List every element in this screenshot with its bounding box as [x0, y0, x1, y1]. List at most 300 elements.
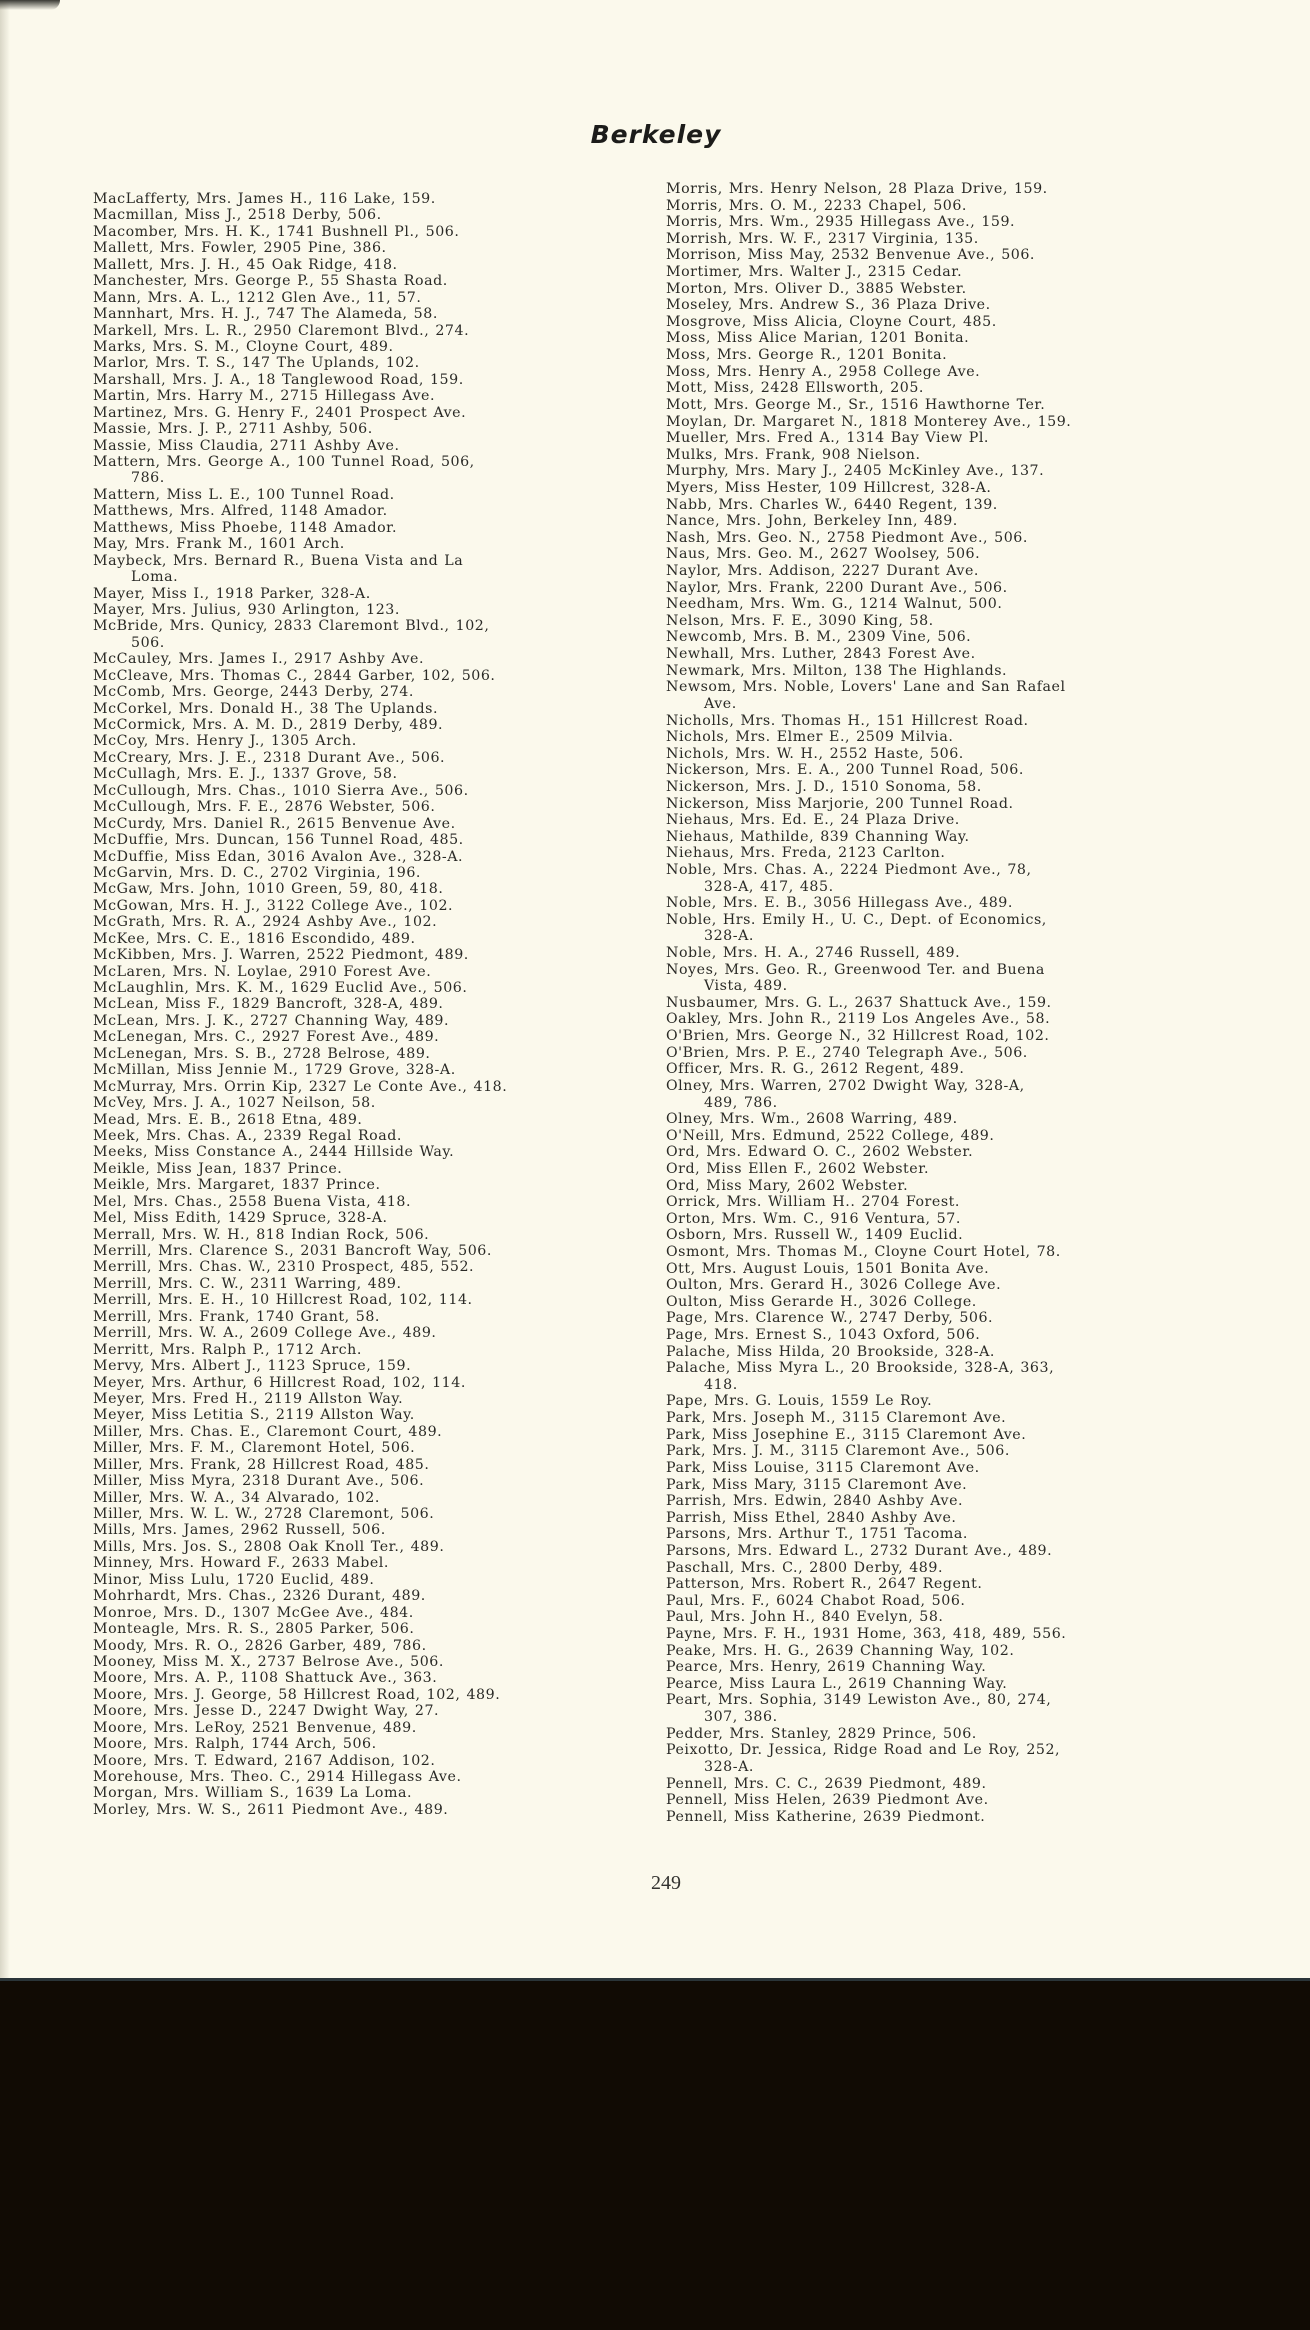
entry-line: McCorkel, Mrs. Donald H., 38 The Uplands.	[93, 700, 439, 717]
entry-line: Mills, Mrs. Jos. S., 2808 Oak Knoll Ter., 489.	[93, 1538, 445, 1555]
directory-entry	[666, 414, 1226, 431]
entry-line: McCurdy, Mrs. Daniel R., 2615 Benvenue Ave.	[93, 815, 456, 832]
entry-line: Palache, Miss Myra L., 20 Brookside, 328-A, 363,	[666, 1360, 1055, 1377]
entry-line: Moore, Mrs. J. George, 58 Hillcrest Road, 102, 489.	[93, 1686, 501, 1703]
entry-line: Moss, Miss Alice Marian, 1201 Bonita.	[666, 330, 970, 347]
entry-line: Moylan, Dr. Margaret N., 1818 Monterey Ave., 159.	[666, 413, 1072, 430]
directory-entry	[666, 1128, 1226, 1145]
directory-entry	[93, 684, 653, 700]
entry-line: McCullagh, Mrs. E. J., 1337 Grove, 58.	[93, 766, 398, 783]
directory-entry	[93, 1703, 653, 1719]
entry-line: Miller, Mrs. W. A., 34 Alvarado, 102.	[93, 1489, 380, 1506]
entry-line: Nusbaumer, Mrs. G. L., 2637 Shattuck Ave., 159.	[666, 994, 1052, 1011]
entry-line: Oakley, Mrs. John R., 2119 Los Angeles Ave., 58.	[666, 1011, 1051, 1028]
directory-entry	[666, 1676, 1226, 1693]
entry-line: Mills, Mrs. James, 2962 Russell, 506.	[93, 1522, 386, 1539]
entry-line: Marks, Mrs. S. M., Cloyne Court, 489.	[93, 338, 394, 355]
directory-entry	[93, 1769, 653, 1785]
directory-entry	[666, 513, 1226, 530]
entry-line: Merrall, Mrs. W. H., 818 Indian Rock, 506.	[93, 1226, 430, 1243]
entry-line: McMillan, Miss Jennie M., 1729 Grove, 328-A.	[93, 1062, 456, 1079]
directory-entry	[93, 1440, 653, 1456]
directory-entry	[93, 290, 653, 306]
directory-entry	[666, 713, 1226, 730]
directory-entry	[93, 1358, 653, 1374]
entry-line: Moore, Mrs. Ralph, 1744 Arch, 506.	[93, 1736, 377, 1753]
entry-line: Meyer, Mrs. Fred H., 2119 Allston Way.	[93, 1390, 404, 1407]
entry-continuation-line: 307, 386.	[704, 1709, 778, 1726]
entry-line: Moody, Mrs. R. O., 2826 Garber, 489, 786.	[93, 1637, 427, 1654]
entry-line: Merrill, Mrs. W. A., 2609 College Ave., 489.	[93, 1325, 437, 1342]
directory-entry	[93, 1670, 653, 1686]
directory-entry	[93, 487, 653, 503]
directory-entry	[93, 1194, 653, 1210]
entry-line: Mott, Miss, 2428 Ellsworth, 205.	[666, 380, 924, 397]
entry-line: Merritt, Mrs. Ralph P., 1712 Arch.	[93, 1341, 362, 1358]
entry-line: Paschall, Mrs. C., 2800 Derby, 489.	[666, 1559, 944, 1576]
directory-entry	[93, 323, 653, 339]
entry-line: Noyes, Mrs. Geo. R., Greenwood Ter. and Buena	[666, 961, 1045, 978]
directory-entry	[666, 447, 1226, 464]
directory-entry	[93, 701, 653, 717]
directory-entry	[666, 380, 1226, 397]
directory-entry	[93, 520, 653, 536]
directory-entry	[93, 881, 653, 897]
entry-line: McDuffie, Mrs. Duncan, 156 Tunnel Road, 485.	[93, 832, 464, 849]
directory-entry	[666, 1393, 1226, 1410]
entry-line: Nickerson, Mrs. J. D., 1510 Sonoma, 58.	[666, 778, 982, 795]
directory-entry	[93, 849, 653, 865]
directory-entry	[666, 1576, 1226, 1593]
directory-entry	[93, 1802, 653, 1818]
directory-entry	[93, 1227, 653, 1243]
entry-line: Officer, Mrs. R. G., 2612 Regent, 489.	[666, 1061, 965, 1078]
entry-line: McCreary, Mrs. J. E., 2318 Durant Ave., 506.	[93, 749, 446, 766]
entry-line: Markell, Mrs. L. R., 2950 Claremont Blvd., 274.	[93, 322, 470, 339]
entry-continuation-line: 418.	[704, 1376, 738, 1393]
entry-line: Morris, Mrs. Wm., 2935 Hillegass Ave., 159.	[666, 214, 1016, 231]
directory-entry	[93, 996, 653, 1012]
entry-line: McCormick, Mrs. A. M. D., 2819 Derby, 489.	[93, 717, 444, 733]
entry-line: Parsons, Mrs. Edward L., 2732 Durant Ave., 489.	[666, 1542, 1053, 1559]
entry-line: Morris, Mrs. Henry Nelson, 28 Plaza Drive, 159.	[666, 181, 1048, 197]
entry-line: McLenegan, Mrs. S. B., 2728 Belrose, 489.	[93, 1045, 431, 1062]
directory-entry	[93, 454, 653, 487]
entry-line: Moore, Mrs. LeRoy, 2521 Benvenue, 489.	[93, 1719, 417, 1736]
directory-entry	[93, 1062, 653, 1078]
entry-line: Mel, Mrs. Chas., 2558 Buena Vista, 418.	[93, 1193, 412, 1210]
entry-line: Meek, Mrs. Chas. A., 2339 Regal Road.	[93, 1127, 402, 1144]
entry-line: McCoy, Mrs. Henry J., 1305 Arch.	[93, 733, 357, 750]
directory-entry	[93, 618, 653, 651]
directory-entry	[93, 1687, 653, 1703]
running-head-title: Berkeley	[590, 120, 722, 149]
entry-line: Pearce, Mrs. Henry, 2619 Channing Way.	[666, 1659, 987, 1676]
directory-entry	[93, 1095, 653, 1111]
entry-line: McLaughlin, Mrs. K. M., 1629 Euclid Ave., 506.	[93, 980, 468, 996]
entry-line: Mann, Mrs. A. L., 1212 Glen Ave., 11, 57.	[93, 289, 422, 306]
left-column	[93, 191, 653, 1818]
directory-entry	[666, 1726, 1226, 1743]
entry-line: Ott, Mrs. August Louis, 1501 Bonita Ave.	[666, 1260, 990, 1277]
entry-line: Orrick, Mrs. William H.. 2704 Forest.	[666, 1194, 960, 1211]
directory-entry	[666, 663, 1226, 680]
directory-entry	[666, 762, 1226, 779]
directory-entry	[666, 1028, 1226, 1045]
entry-line: Matthews, Miss Phoebe, 1148 Amador.	[93, 519, 397, 536]
directory-entry	[666, 812, 1226, 829]
entry-line: Moore, Mrs. Jesse D., 2247 Dwight Way, 27.	[93, 1703, 440, 1720]
entry-line: Meyer, Miss Letitia S., 2119 Allston Way.	[93, 1407, 415, 1424]
directory-entry	[666, 231, 1226, 248]
entry-line: Patterson, Mrs. Robert R., 2647 Regent.	[666, 1576, 983, 1593]
entry-line: McLean, Mrs. J. K., 2727 Channing Way, 489.	[93, 1012, 450, 1029]
directory-entry	[93, 1785, 653, 1801]
directory-entry	[93, 273, 653, 289]
entry-line: Nance, Mrs. John, Berkeley Inn, 489.	[666, 513, 958, 530]
entry-line: O'Neill, Mrs. Edmund, 2522 College, 489.	[666, 1127, 995, 1144]
directory-entry	[666, 314, 1226, 331]
entry-line: Mohrhardt, Mrs. Chas., 2326 Durant, 489.	[93, 1588, 426, 1605]
directory-entry	[666, 1427, 1226, 1444]
directory-entry	[666, 1111, 1226, 1128]
entry-line: McDuffie, Miss Edan, 3016 Avalon Ave., 328-A.	[93, 848, 464, 865]
directory-entry	[93, 1177, 653, 1193]
directory-entry	[93, 503, 653, 519]
entry-line: Miller, Miss Myra, 2318 Durant Ave., 506.	[93, 1473, 425, 1490]
directory-entry	[666, 679, 1226, 712]
directory-entry	[666, 546, 1226, 563]
entry-line: Pearce, Miss Laura L., 2619 Channing Way.	[666, 1675, 1008, 1692]
entry-line: Pape, Mrs. G. Louis, 1559 Le Roy.	[666, 1393, 933, 1410]
entry-line: Meeks, Miss Constance A., 2444 Hillside Way.	[93, 1144, 455, 1161]
directory-entry	[666, 1742, 1226, 1775]
entry-line: Palache, Miss Hilda, 20 Brookside, 328-A.	[666, 1343, 995, 1360]
directory-entry	[666, 1161, 1226, 1178]
entry-line: Mooney, Miss M. X., 2737 Belrose Ave., 506.	[93, 1653, 444, 1670]
directory-entry	[666, 1776, 1226, 1793]
directory-entry	[93, 931, 653, 947]
directory-entry	[666, 1178, 1226, 1195]
directory-entry	[93, 355, 653, 371]
entry-line: Murphy, Mrs. Mary J., 2405 McKinley Ave., 137.	[666, 463, 1045, 480]
page-number-text: 249	[651, 1872, 681, 1894]
directory-entry	[93, 536, 653, 552]
entry-continuation-line: 506.	[131, 634, 165, 651]
entry-line: Mayer, Miss I., 1918 Parker, 328-A.	[93, 585, 371, 602]
entry-line: Nicholls, Mrs. Thomas H., 151 Hillcrest Road.	[666, 712, 1029, 729]
directory-entry	[666, 796, 1226, 813]
entry-line: Mulks, Mrs. Frank, 908 Nielson.	[666, 446, 921, 463]
directory-entry	[93, 1555, 653, 1571]
directory-entry	[666, 829, 1226, 846]
entry-line: May, Mrs. Frank M., 1601 Arch.	[93, 536, 345, 553]
entry-line: Mattern, Miss L. E., 100 Tunnel Road.	[93, 486, 395, 503]
directory-entry	[666, 1277, 1226, 1294]
directory-entry	[666, 1211, 1226, 1228]
directory-entry	[93, 1243, 653, 1259]
directory-entry	[93, 240, 653, 256]
directory-entry	[666, 1244, 1226, 1261]
entry-continuation-line: 328-A.	[704, 928, 754, 945]
directory-entry	[93, 668, 653, 684]
entry-line: Pennell, Miss Katherine, 2639 Piedmont.	[666, 1808, 986, 1825]
directory-entry	[666, 1543, 1226, 1560]
directory-entry	[666, 1477, 1226, 1494]
directory-entry	[93, 1473, 653, 1489]
directory-entry	[93, 438, 653, 454]
entry-line: Newcomb, Mrs. B. M., 2309 Vine, 506.	[666, 629, 972, 646]
directory-entry	[666, 1261, 1226, 1278]
directory-entry	[666, 1327, 1226, 1344]
entry-line: Mallett, Mrs. Fowler, 2905 Pine, 386.	[93, 240, 387, 257]
entry-line: Niehaus, Mrs. Ed. E., 24 Plaza Drive.	[666, 812, 960, 829]
directory-entry	[93, 388, 653, 404]
entry-line: McVey, Mrs. J. A., 1027 Neilson, 58.	[93, 1095, 376, 1112]
directory-entry	[666, 1410, 1226, 1427]
entry-line: McGarvin, Mrs. D. C., 2702 Virginia, 196.	[93, 864, 421, 881]
directory-entry	[93, 1506, 653, 1522]
directory-entry	[93, 766, 653, 782]
entry-line: Ord, Miss Mary, 2602 Webster.	[666, 1177, 909, 1194]
directory-entry	[666, 1609, 1226, 1626]
entry-line: Osmont, Mrs. Thomas M., Cloyne Court Hotel, 78.	[666, 1244, 1061, 1260]
entry-line: Olney, Mrs. Wm., 2608 Warring, 489.	[666, 1111, 958, 1128]
directory-entry	[666, 845, 1226, 862]
entry-line: Nichols, Mrs. W. H., 2552 Haste, 506.	[666, 745, 964, 762]
directory-entry	[93, 1391, 653, 1407]
entry-line: Macmillan, Miss J., 2518 Derby, 506.	[93, 207, 382, 224]
entry-line: Martin, Mrs. Harry M., 2715 Hillegass Ave.	[93, 388, 436, 405]
directory-entry	[93, 1161, 653, 1177]
entry-line: Pedder, Mrs. Stanley, 2829 Prince, 506.	[666, 1725, 977, 1742]
directory-entry	[93, 832, 653, 848]
directory-entry	[93, 1276, 653, 1292]
directory-entry	[666, 729, 1226, 746]
directory-entry	[666, 347, 1226, 364]
entry-line: Naylor, Mrs. Addison, 2227 Durant Ave.	[666, 563, 979, 580]
directory-entry	[666, 995, 1226, 1012]
entry-line: Miller, Mrs. Frank, 28 Hillcrest Road, 485.	[93, 1456, 430, 1473]
entry-line: McCauley, Mrs. James I., 2917 Ashby Ave.	[93, 651, 425, 668]
entry-line: Nickerson, Mrs. E. A., 200 Tunnel Road, 506.	[666, 762, 1024, 779]
directory-entry	[93, 1309, 653, 1325]
entry-line: Parrish, Miss Ethel, 2840 Ashby Ave.	[666, 1509, 957, 1526]
entry-line: McCullough, Mrs. F. E., 2876 Webster, 506.	[93, 799, 436, 816]
directory-entry	[666, 1593, 1226, 1610]
entry-continuation-line: 489, 786.	[704, 1094, 778, 1111]
directory-entry	[93, 651, 653, 667]
entry-line: Manchester, Mrs. George P., 55 Shasta Road.	[93, 273, 448, 290]
directory-entry	[666, 330, 1226, 347]
entry-line: Paul, Mrs. John H., 840 Evelyn, 58.	[666, 1609, 944, 1626]
directory-entry	[666, 1643, 1226, 1660]
entry-continuation-line: 328-A.	[704, 1758, 754, 1775]
directory-entry	[93, 1079, 653, 1095]
entry-line: Osborn, Mrs. Russell W., 1409 Euclid.	[666, 1227, 964, 1244]
entry-line: Ord, Mrs. Edward O. C., 2602 Webster.	[666, 1144, 974, 1161]
directory-entry	[93, 947, 653, 963]
entry-line: Payne, Mrs. F. H., 1931 Home, 363, 418, 489, 556.	[666, 1626, 1067, 1643]
directory-entry	[93, 1457, 653, 1473]
entry-line: Naus, Mrs. Geo. M., 2627 Woolsey, 506.	[666, 546, 981, 563]
directory-entry	[666, 463, 1226, 480]
directory-entry	[666, 1792, 1226, 1809]
entry-line: Peart, Mrs. Sophia, 3149 Lewiston Ave., 80, 274,	[666, 1692, 1052, 1709]
directory-entry	[93, 783, 653, 799]
entry-line: Marshall, Mrs. J. A., 18 Tanglewood Road, 159.	[93, 371, 464, 388]
directory-entry	[93, 1654, 653, 1670]
entry-line: Merrill, Mrs. E. H., 10 Hillcrest Road, 102, 114.	[93, 1292, 473, 1309]
directory-entry	[93, 207, 653, 223]
directory-entry	[666, 397, 1226, 414]
directory-entry	[93, 1210, 653, 1226]
entry-line: Mannhart, Mrs. H. J., 747 The Alameda, 58.	[93, 306, 438, 323]
directory-entry	[93, 1259, 653, 1275]
entry-line: Newhall, Mrs. Luther, 2843 Forest Ave.	[666, 646, 976, 663]
directory-entry	[666, 1227, 1226, 1244]
entry-line: Orton, Mrs. Wm. C., 916 Ventura, 57.	[666, 1210, 961, 1227]
directory-entry	[93, 1588, 653, 1604]
entry-line: Noble, Mrs. Chas. A., 2224 Piedmont Ave., 78,	[666, 861, 1032, 878]
directory-entry	[666, 497, 1226, 514]
directory-entry	[93, 980, 653, 996]
directory-entry	[666, 1443, 1226, 1460]
entry-line: Morton, Mrs. Oliver D., 3885 Webster.	[666, 280, 967, 297]
entry-line: Nash, Mrs. Geo. N., 2758 Piedmont Ave., 506.	[666, 529, 1028, 546]
entry-line: Merrill, Mrs. C. W., 2311 Warring, 489.	[93, 1275, 402, 1292]
directory-entry	[666, 779, 1226, 796]
directory-entry	[93, 1621, 653, 1637]
directory-entry	[666, 430, 1226, 447]
directory-entry	[93, 586, 653, 602]
directory-entry	[666, 1692, 1226, 1725]
entry-line: Monteagle, Mrs. R. S., 2805 Parker, 506.	[93, 1621, 415, 1638]
directory-entry	[666, 1045, 1226, 1062]
entry-line: McKibben, Mrs. J. Warren, 2522 Piedmont, 489.	[93, 947, 469, 964]
entry-line: Parrish, Mrs. Edwin, 2840 Ashby Ave.	[666, 1493, 964, 1510]
entry-line: Morrish, Mrs. W. F., 2317 Virginia, 135.	[666, 230, 979, 247]
directory-entry	[666, 580, 1226, 597]
directory-entry	[666, 945, 1226, 962]
directory-entry	[93, 1407, 653, 1423]
entry-line: McKee, Mrs. C. E., 1816 Escondido, 489.	[93, 930, 416, 947]
directory-entry	[93, 799, 653, 815]
entry-line: Meyer, Mrs. Arthur, 6 Hillcrest Road, 102, 114.	[93, 1374, 466, 1391]
entry-line: Noble, Hrs. Emily H., U. C., Dept. of Economics,	[666, 911, 1047, 928]
directory-entry	[93, 1539, 653, 1555]
directory-entry	[666, 1310, 1226, 1327]
directory-entry	[93, 405, 653, 421]
entry-line: Martinez, Mrs. G. Henry F., 2401 Prospect Ave.	[93, 404, 467, 421]
entry-line: Niehaus, Mathilde, 839 Channing Way.	[666, 828, 970, 845]
entry-line: McGaw, Mrs. John, 1010 Green, 59, 80, 418.	[93, 881, 444, 898]
directory-entry	[666, 563, 1226, 580]
entry-line: Pennell, Miss Helen, 2639 Piedmont Ave.	[666, 1792, 989, 1809]
directory-entry	[666, 746, 1226, 763]
entry-line: Massie, Miss Claudia, 2711 Ashby Ave.	[93, 437, 400, 454]
entry-line: Park, Mrs. J. M., 3115 Claremont Ave., 506.	[666, 1443, 1010, 1460]
directory-entry	[93, 1112, 653, 1128]
entry-line: McBride, Mrs. Qunicy, 2833 Claremont Blvd., 102,	[93, 618, 490, 635]
entry-line: MacLafferty, Mrs. James H., 116 Lake, 159.	[93, 191, 436, 207]
directory-entry	[93, 339, 653, 355]
directory-entry	[93, 1720, 653, 1736]
right-column	[666, 181, 1226, 1825]
entry-line: Niehaus, Mrs. Freda, 2123 Carlton.	[666, 845, 946, 862]
entry-line: Minney, Mrs. Howard F., 2633 Mabel.	[93, 1555, 389, 1572]
entry-line: Park, Miss Mary, 3115 Claremont Ave.	[666, 1476, 968, 1493]
page-corner-shadow	[0, 0, 60, 10]
entry-line: McComb, Mrs. George, 2443 Derby, 274.	[93, 684, 414, 701]
running-head	[0, 120, 1310, 149]
entry-line: Myers, Miss Hester, 109 Hillcrest, 328-A.	[666, 479, 992, 496]
entry-line: McMurray, Mrs. Orrin Kip, 2327 Le Conte Ave., 418.	[93, 1078, 508, 1095]
entry-line: Park, Mrs. Joseph M., 3115 Claremont Ave.	[666, 1410, 1007, 1427]
page-number	[0, 1872, 1310, 1895]
entry-line: Parsons, Mrs. Arthur T., 1751 Tacoma.	[666, 1526, 968, 1543]
entry-line: Olney, Mrs. Warren, 2702 Dwight Way, 328-A,	[666, 1077, 1025, 1094]
directory-entry	[93, 1046, 653, 1062]
directory-entry	[666, 1061, 1226, 1078]
entry-line: McGrath, Mrs. R. A., 2924 Ashby Ave., 102.	[93, 914, 438, 931]
directory-entry	[666, 962, 1226, 995]
entry-line: McCleave, Mrs. Thomas C., 2844 Garber, 102, 506.	[93, 667, 496, 684]
entry-line: Monroe, Mrs. D., 1307 McGee Ave., 484.	[93, 1604, 414, 1621]
directory-entry	[666, 613, 1226, 630]
entry-line: Meikle, Miss Jean, 1837 Prince.	[93, 1160, 343, 1177]
entry-line: Moss, Mrs. George R., 1201 Bonita.	[666, 347, 948, 364]
directory-entry	[93, 1144, 653, 1160]
directory-entry	[666, 1078, 1226, 1111]
entry-line: Ord, Miss Ellen F., 2602 Webster.	[666, 1160, 930, 1177]
entry-line: Mueller, Mrs. Fred A., 1314 Bay View Pl.	[666, 430, 989, 447]
entry-line: Oulton, Mrs. Gerard H., 3026 College Ave.	[666, 1277, 1002, 1294]
directory-entry	[666, 1560, 1226, 1577]
entry-continuation-line: Loma.	[131, 569, 179, 586]
entry-line: Mervy, Mrs. Albert J., 1123 Spruce, 159.	[93, 1358, 412, 1375]
entry-line: Pennell, Mrs. C. C., 2639 Piedmont, 489.	[666, 1775, 987, 1792]
entry-line: Page, Mrs. Clarence W., 2747 Derby, 506.	[666, 1310, 994, 1327]
directory-entry	[93, 1424, 653, 1440]
entry-line: Miller, Mrs. W. L. W., 2728 Claremont, 506.	[93, 1506, 435, 1522]
entry-line: Merrill, Mrs. Chas. W., 2310 Prospect, 485, 552.	[93, 1259, 475, 1276]
entry-line: Peixotto, Dr. Jessica, Ridge Road and Le Roy, 252,	[666, 1742, 1061, 1759]
entry-line: McCullough, Mrs. Chas., 1010 Sierra Ave., 506.	[93, 782, 469, 799]
entry-line: Noble, Mrs. H. A., 2746 Russell, 489.	[666, 945, 961, 962]
entry-line: Park, Miss Josephine E., 3115 Claremont Ave.	[666, 1426, 1027, 1443]
directory-entry	[666, 264, 1226, 281]
entry-line: McGowan, Mrs. H. J., 3122 College Ave., 102.	[93, 897, 454, 914]
entry-line: Moore, Mrs. A. P., 1108 Shattuck Ave., 363.	[93, 1670, 438, 1687]
directory-entry	[93, 1638, 653, 1654]
directory-entry	[93, 898, 653, 914]
directory-entry	[666, 297, 1226, 314]
entry-line: Peake, Mrs. H. G., 2639 Channing Way, 102.	[666, 1642, 1015, 1659]
directory-entry	[666, 214, 1226, 231]
entry-continuation-line: Vista, 489.	[704, 978, 788, 995]
entry-continuation-line: 328-A, 417, 485.	[704, 878, 834, 895]
directory-entry	[666, 1526, 1226, 1543]
entry-line: McLenegan, Mrs. C., 2927 Forest Ave., 489.	[93, 1029, 440, 1046]
directory-entry	[93, 191, 653, 207]
directory-entry	[666, 1344, 1226, 1361]
entry-line: Newsom, Mrs. Noble, Lovers' Lane and San Rafael	[666, 679, 1066, 696]
entry-line: Mattern, Mrs. George A., 100 Tunnel Road, 506,	[93, 454, 475, 470]
entry-line: Miller, Mrs. Chas. E., Claremont Court, 489.	[93, 1423, 443, 1440]
entry-line: Matthews, Mrs. Alfred, 1148 Amador.	[93, 503, 388, 520]
directory-entry	[666, 364, 1226, 381]
